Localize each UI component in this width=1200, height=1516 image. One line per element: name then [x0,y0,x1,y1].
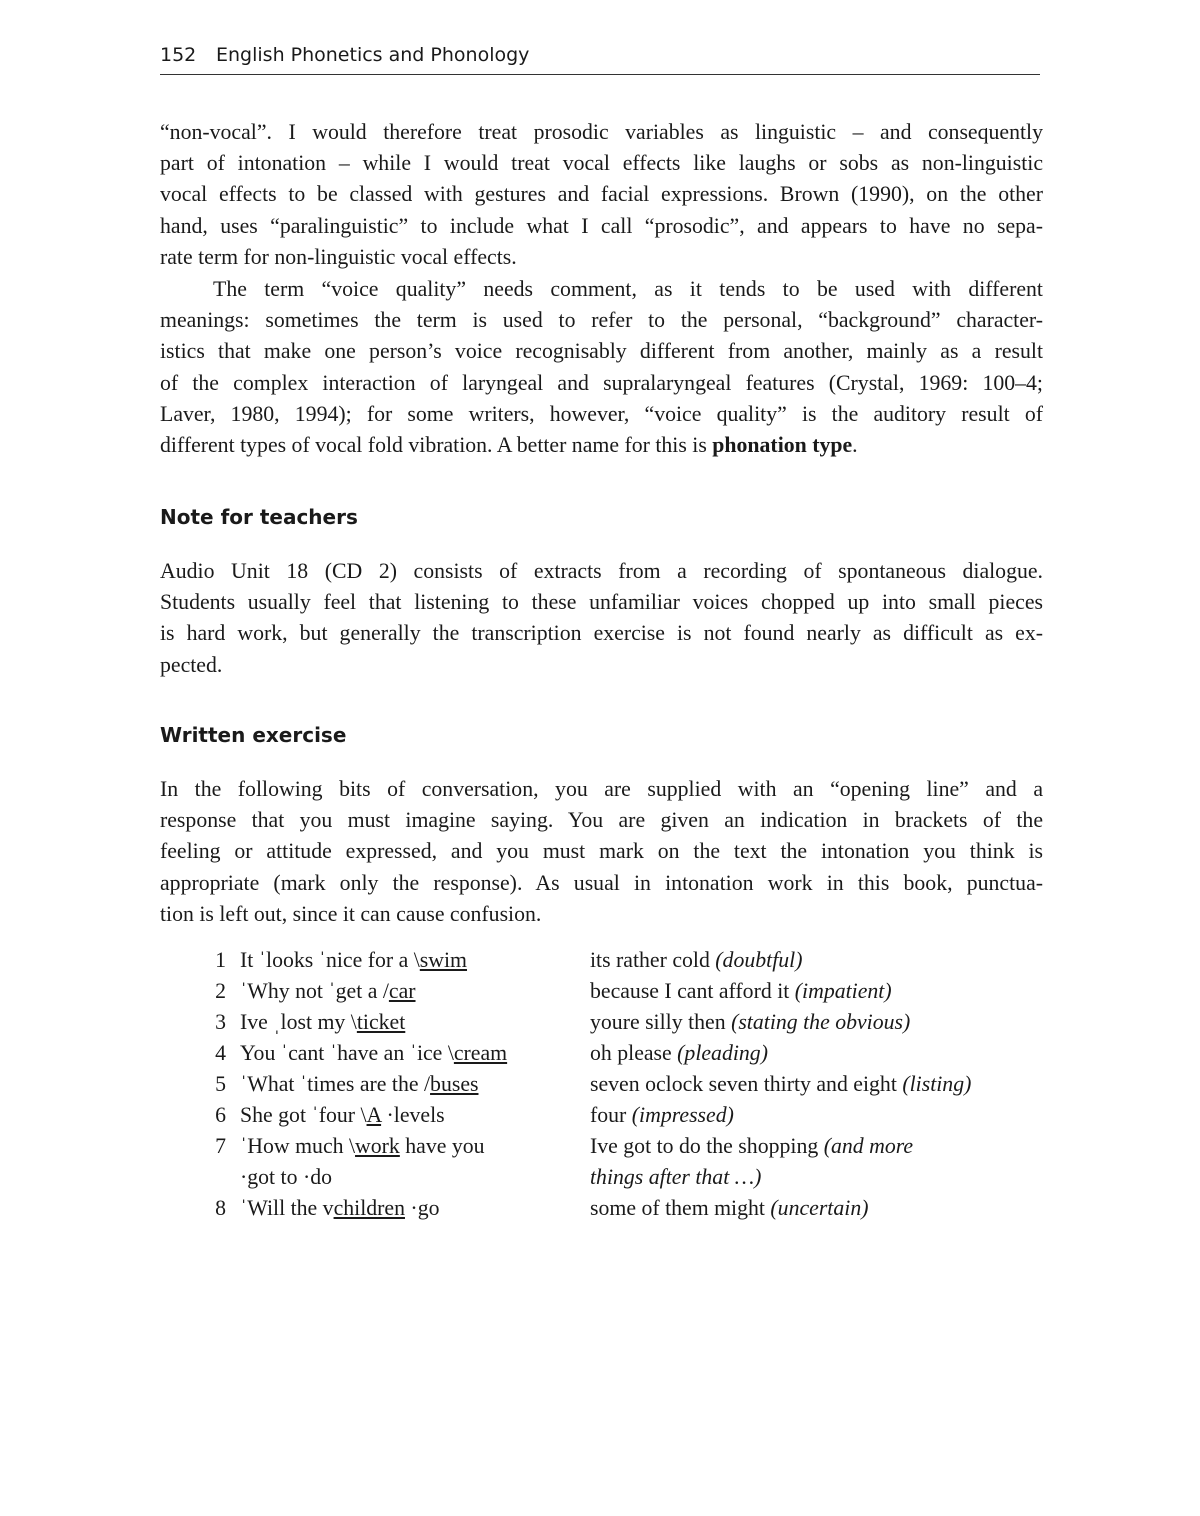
exercise-item [160,976,1060,1007]
response [590,1100,1050,1131]
opening-line [240,945,580,976]
exercise-number: 8 [215,1196,226,1220]
opening-line [240,1193,580,1224]
nucleus: children [333,1196,405,1220]
exercise-item [160,1100,1060,1131]
attitude: (doubtful) [715,948,803,972]
paragraph-non-vocal [160,117,1043,273]
text-line: meanings: sometimes the term is used to refer to the personal, “background” character- [160,308,1043,333]
text-line: feeling or attitude expressed, and you must mark on the text the intonation you think is [160,839,1043,864]
exercise-item [160,1193,1060,1224]
text-line: The term “voice quality” needs comment, as it tends to be used with different [213,277,1043,301]
text-line: In the following bits of conversation, you are supplied with an “opening line” and a [160,777,1043,801]
text-line: tion is left out, since it can cause confusion. [160,901,542,926]
opening-text: ˈWill the [240,1196,323,1220]
header-rule [160,74,1040,75]
opening-tail: ·go [404,1196,440,1220]
text-line: of the complex interaction of laryngeal and supralaryngeal features (Crystal, 1969: 100–4; [160,370,1043,395]
response-text: because I cant afford it [590,979,795,1003]
exercise-number: 2 [215,979,226,1003]
exercise-item [160,945,1060,976]
text-line: pected. [160,652,223,677]
tone-mark: / [382,979,389,1003]
response [590,1007,1050,1038]
exercise-number: 6 [215,1103,226,1127]
tone-mark: \ [348,1134,356,1158]
exercise-number: 1 [215,948,226,972]
text-span: different types of vocal fold vibration. A better name for this is [160,433,713,458]
opening-text: It ˈlooks ˈnice for a [240,948,414,972]
text-line: Laver, 1980, 1994); for some writers, however, “voice quality” is the auditory result of [160,401,1043,426]
attitude: (stating the obvious) [731,1010,911,1034]
response-text: some of them might [590,1196,771,1220]
opening-line [240,1069,580,1100]
paragraph-audio-unit [160,556,1043,681]
running-title: English Phonetics and Phonology [216,44,530,66]
exercise-item [160,1131,1060,1193]
text-line: hand, uses “paralinguistic” to include what I call “prosodic”, and appears to have no sepa- [160,213,1043,238]
opening-text: ˈWhat ˈtimes are the [240,1072,424,1096]
response-text: Ive got to do the shopping [590,1134,824,1158]
exercise-number: 5 [215,1072,226,1096]
opening-line [240,1100,580,1131]
tone-mark: \ [360,1103,367,1127]
text-line: Students usually feel that listening to these unfamiliar voices chopped up into small pieces [160,590,1043,615]
nucleus: buses [430,1072,479,1096]
text-line: Audio Unit 18 (CD 2) consists of extracts from a recording of spontaneous dialogue. [160,559,1043,583]
page-number: 152 [160,44,197,66]
tone-mark: \ [447,1041,454,1065]
opening-tail: have you [399,1134,485,1158]
attitude: (pleading) [677,1041,768,1065]
response-text: oh please [590,1041,678,1065]
exercise-number: 3 [215,1010,226,1034]
attitude-continued: things after that …) [590,1165,762,1189]
opening-text: ˈWhy not ˈget a [240,979,383,1003]
tone-mark: / [423,1072,431,1096]
opening-line [240,1007,580,1038]
response [590,976,1050,1007]
attitude: (impatient) [794,979,892,1003]
attitude: (uncertain) [770,1196,869,1220]
nucleus: cream [453,1041,508,1065]
nucleus: A [366,1103,382,1127]
opening-text: You ˈcant ˈhave an ˈice [240,1041,448,1065]
text-line: part of intonation – while I would treat vocal effects like laughs or sobs as non-linguistic [160,151,1043,176]
opening-text: Ive ˌlost my [240,1010,351,1034]
attitude: (and more [823,1134,914,1158]
text-line: is hard work, but generally the transcription exercise is not found nearly as difficult as ex- [160,621,1043,646]
opening-text: She got ˈfour [240,1103,361,1127]
response [590,945,1050,976]
response [590,1193,1050,1224]
nucleus: work [355,1134,400,1158]
attitude: (impressed) [631,1103,734,1127]
tone-mark: v [322,1196,334,1220]
text-line: vocal effects to be classed with gestures and facial expressions. Brown (1990), on the other [160,182,1043,207]
heading-note-for-teachers: Note for teachers [160,505,358,529]
nucleus: swim [419,948,468,972]
nucleus: car [388,979,416,1003]
text-line: istics that make one person’s voice recognisably different from another, mainly as a result [160,339,1043,364]
heading-written-exercise: Written exercise [160,723,347,747]
tone-mark: \ [350,1010,357,1034]
opening-line [240,976,580,1007]
exercise-item [160,1038,1060,1069]
exercise-number: 4 [215,1041,226,1065]
response [590,1069,1050,1100]
exercise-item [160,1007,1060,1038]
attitude: (listing) [902,1072,972,1096]
opening-line-continued: ·got to ·do [240,1165,333,1189]
text-line: “non-vocal”. I would therefore treat prosodic variables as linguistic – and consequently [160,120,1043,144]
nucleus: ticket [356,1010,406,1034]
term-phonation-type: phonation type [712,433,853,458]
tone-mark: \ [413,948,420,972]
text-line: response that you must imagine saying. You are given an indication in brackets of the [160,808,1043,833]
text-span: . [852,433,858,458]
running-header [160,40,1040,80]
exercise-list [160,945,1060,1224]
text-line: appropriate (mark only the response). As usual in intonation work in this book, punctua- [160,870,1043,895]
response [590,1038,1050,1069]
paragraph-exercise-instructions [160,774,1043,930]
opening-line [240,1038,580,1069]
response [590,1131,1050,1193]
response-text: its rather cold [590,948,716,972]
response-text: seven oclock seven thirty and eight [590,1072,903,1096]
text-line [160,430,1043,461]
paragraph-voice-quality [160,274,1043,461]
response-text: four [590,1103,632,1127]
opening-line [240,1131,580,1193]
opening-tail: ·levels [381,1103,445,1127]
exercise-number: 7 [215,1134,226,1158]
exercise-item [160,1069,1060,1100]
opening-text: ˈHow much [240,1134,349,1158]
text-line: rate term for non-linguistic vocal effects. [160,244,517,269]
response-text: youre silly then [590,1010,732,1034]
